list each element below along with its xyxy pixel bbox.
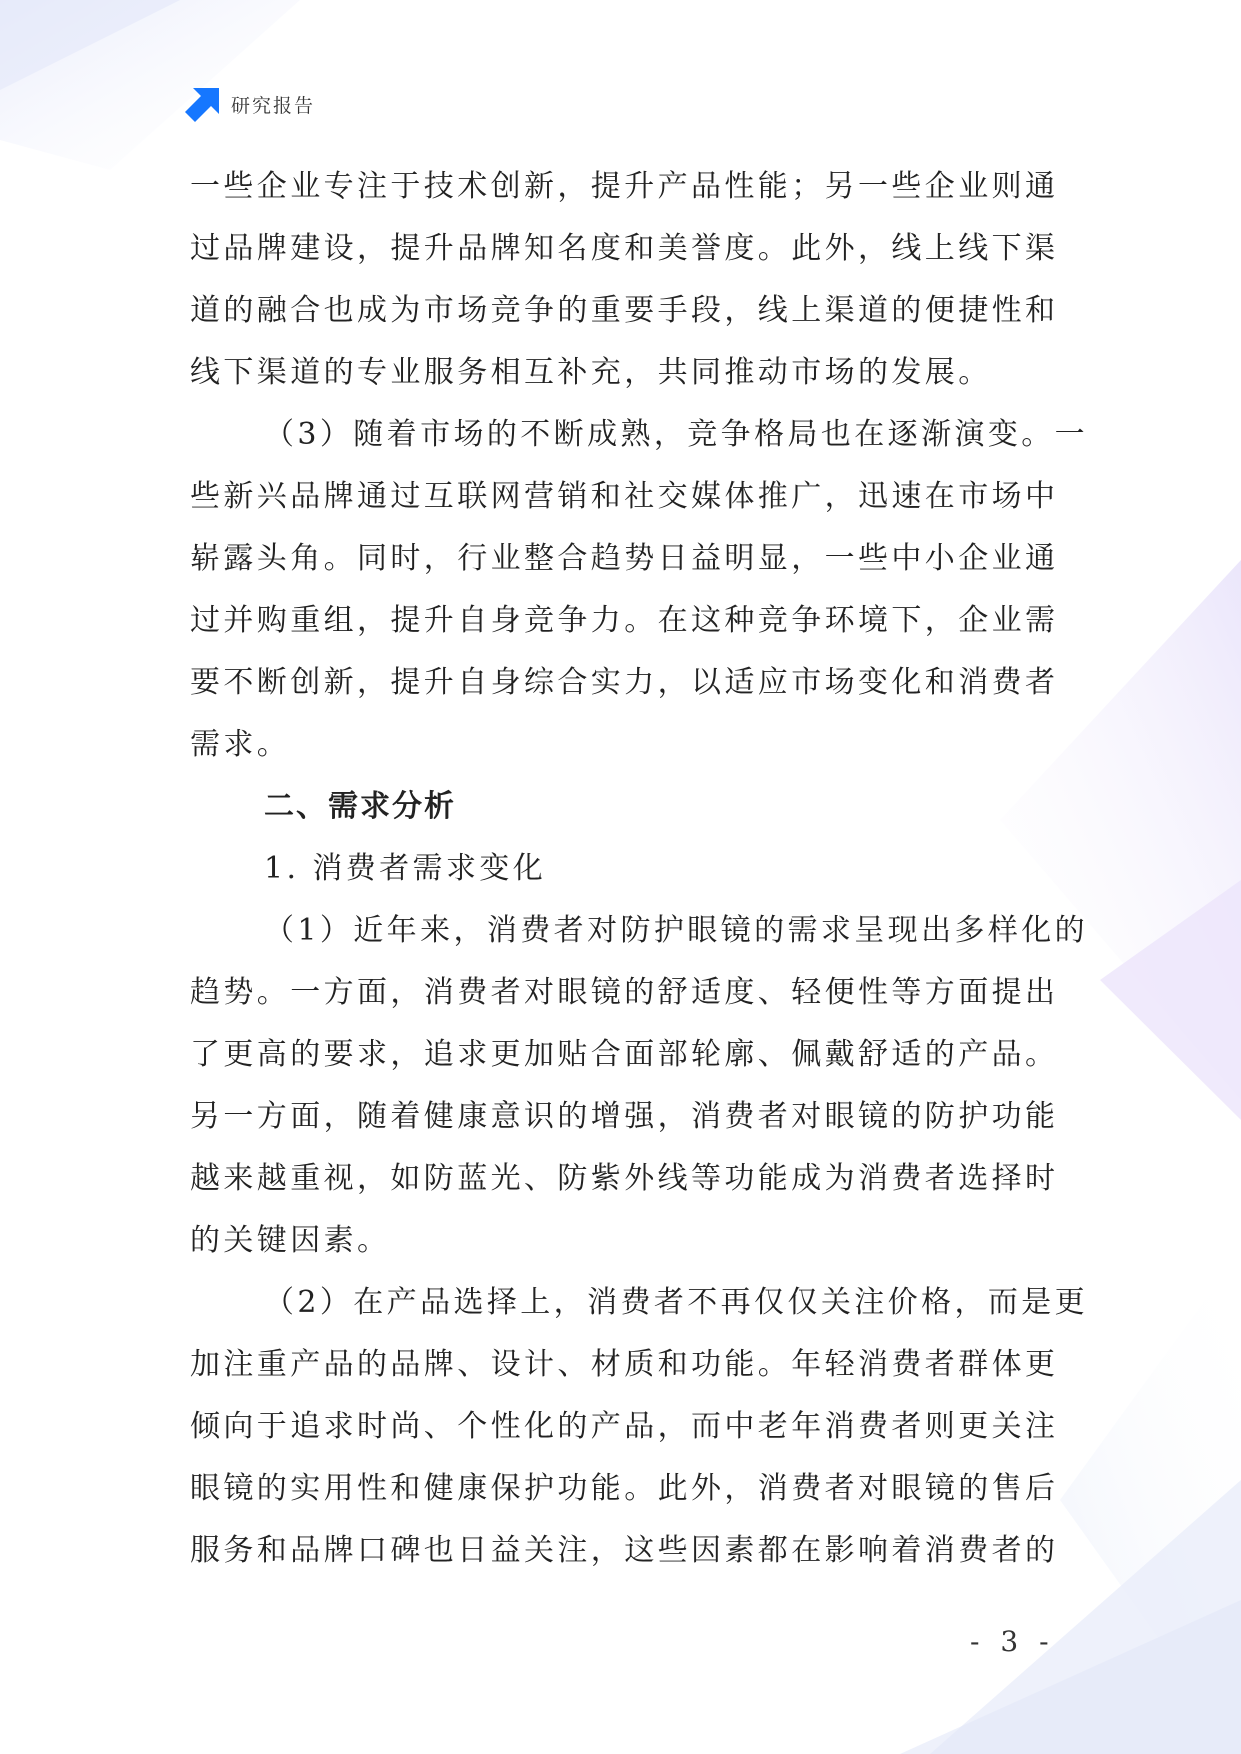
body-line: 加注重产品的品牌、设计、材质和功能。年轻消费者群体更 <box>190 1347 1059 1382</box>
body-line: 线下渠道的专业服务相互补充，共同推动市场的发展。 <box>190 355 992 390</box>
body-line: 些新兴品牌通过互联网营销和社交媒体推广，迅速在市场中 <box>190 479 1059 514</box>
body-line: 要不断创新，提升自身综合实力，以适应市场变化和消费者 <box>190 665 1059 700</box>
subsection-heading: 1. 消费者需求变化 <box>264 851 547 886</box>
body-line: 崭露头角。同时，行业整合趋势日益明显，一些中小企业通 <box>190 541 1059 576</box>
body-line: 另一方面，随着健康意识的增强，消费者对眼镜的防护功能 <box>190 1099 1059 1134</box>
body-line: 一些企业专注于技术创新，提升产品性能；另一些企业则通 <box>190 169 1059 204</box>
report-header <box>185 86 315 122</box>
body-line: 道的融合也成为市场竞争的重要手段，线上渠道的便捷性和 <box>190 293 1059 328</box>
body-line: 越来越重视，如防蓝光、防紫外线等功能成为消费者选择时 <box>190 1161 1059 1196</box>
section-heading: 二、需求分析 <box>264 789 456 824</box>
document-body <box>190 156 1089 1582</box>
paragraph-start-line: （3）随着市场的不断成熟，竞争格局也在逐渐演变。一 <box>264 417 1089 452</box>
page-number: - 3 - <box>970 1625 1055 1658</box>
body-line: 服务和品牌口碑也日益关注，这些因素都在影响着消费者的 <box>190 1533 1059 1568</box>
arrow-logo-icon <box>185 86 221 122</box>
body-line: 趋势。一方面，消费者对眼镜的舒适度、轻便性等方面提出 <box>190 975 1059 1010</box>
body-line: 需求。 <box>190 727 291 762</box>
body-line: 了更高的要求，追求更加贴合面部轮廓、佩戴舒适的产品。 <box>190 1037 1059 1072</box>
paragraph-start-line: （2）在产品选择上，消费者不再仅仅关注价格，而是更 <box>264 1285 1089 1320</box>
body-line: 的关键因素。 <box>190 1223 391 1258</box>
body-line: 眼镜的实用性和健康保护功能。此外，消费者对眼镜的售后 <box>190 1471 1059 1506</box>
body-line: 过并购重组，提升自身竞争力。在这种竞争环境下，企业需 <box>190 603 1059 638</box>
paragraph-start-line: （1）近年来，消费者对防护眼镜的需求呈现出多样化的 <box>264 913 1089 948</box>
body-line: 倾向于追求时尚、个性化的产品，而中老年消费者则更关注 <box>190 1409 1059 1444</box>
header-title: 研究报告 <box>231 94 316 117</box>
body-line: 过品牌建设，提升品牌知名度和美誉度。此外，线上线下渠 <box>190 231 1059 266</box>
